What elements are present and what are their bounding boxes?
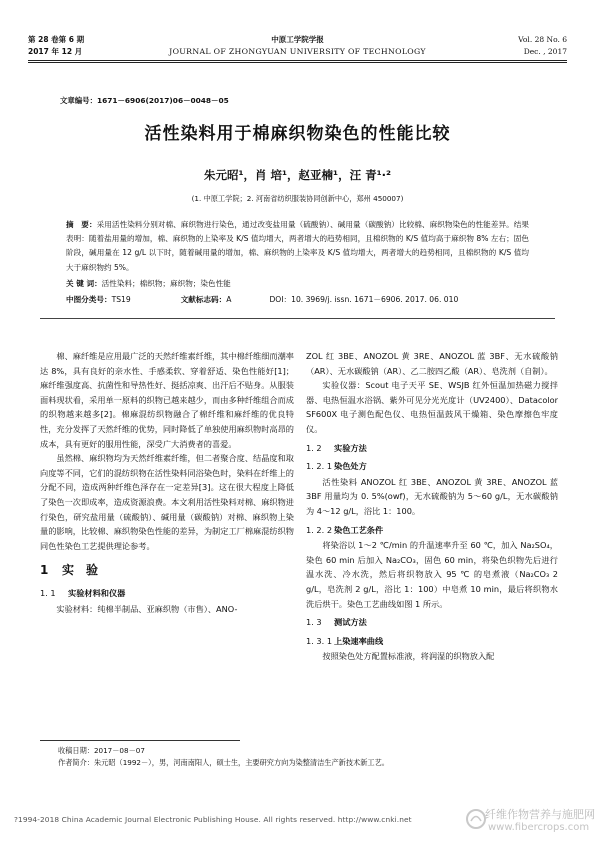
section-1-2-number: 1. 2: [306, 442, 322, 453]
doi: DOI：10. 3969/j. issn. 1671－6906. 2017. 06. 010: [269, 295, 459, 304]
section-1-2-title: 实验方法: [334, 442, 367, 453]
section-1-3-title: 测试方法: [334, 617, 367, 628]
keywords-label: 关 键 词：: [66, 279, 102, 288]
header-rule-top: [28, 60, 567, 61]
process-paragraph: 将染浴以 1～2 ℃/min 的升温速率升至 60 ℃，加入 Na₂SO₄，染色 60 min 后加入 Na₂CO₃，固色 60 min，将染色织物先后进行温水洗、冷水洗，然后将织物放入 95 ℃ 的皂煮液（Na₂CO₃ 2 g/L，皂洗剂 2 g/L，浴比 1：100）中皂煮 10 min，最后将织物水洗后烘干。染色工艺曲线如图 1 所示。: [306, 540, 558, 609]
section-1-3-heading: [306, 615, 558, 630]
abstract-text: 采用活性染料分别对棉、麻织物进行染色，通过改变盐用量（硫酸钠）、碱用量（碳酸钠）比较棉、麻织物染色的性能差异。结果表明：随着盐用量的增加，棉、麻织物的上染率及 K/S 值均增大，两者增大的趋势相同，且棉织物的 K/S 值均高于麻织物 8% 左右；固色阶段，碱用量在 12 g/L 以下时，随着碱用量的增加，棉、麻织物的上染率及 K/S 值均增大，两者增大的趋势相同，且棉织物的 K/S 值均大于麻织物约 5%。: [66, 220, 530, 272]
abstract-label: 摘 要：: [66, 220, 97, 229]
instruments-paragraph: 实验仪器：Scout 电子天平 SE、WSJB 红外恒温加热磁力搅拌器、电热恒温水浴锅、紫外可见分光光度计（UV2400）、Datacolor SF600X 电子测色配色仪、电热恒温鼓风干燥箱、染色摩擦色牢度仪。: [306, 380, 558, 434]
section-1-2-2-title: 染色工艺条件: [334, 524, 384, 535]
section-1-heading: [40, 563, 294, 578]
section-1-1-number: 1. 1: [40, 587, 56, 598]
section-1-3-number: 1. 3: [306, 617, 322, 628]
header-journal-cn: 中原工学院学报: [271, 35, 324, 44]
intro-paragraph-1: 棉、麻纤维是应用最广泛的天然纤维素纤维，其中棉纤维细而潮率达 8%，具有良好的亲水性、手感柔软、穿着舒适、染色性能好[1]；麻纤维强度高、抗菌性和导热性好、挺括凉爽、出汗后不贴身。从服装面料现状看，采用单一原料的织物已越来越少，而由多种纤维组合而成的织物越来越多[2]。棉麻混纺织物融合了棉纤维和麻纤维的优良特性，充分发挥了天然纤维的优势，同时降低了单独使用麻织物时高昂的成本，具有更好的服用性能，深受广大消费者的喜爱。: [40, 351, 294, 449]
recipe-paragraph: 活性染料 ANOZOL 红 3BE、ANOZOL 黄 3RE、ANOZOL 蓝 3BF 用量均为 0. 5%(owf)，无水硫酸钠为 5～60 g/L，无水碳酸钠为 4～12 g/L，浴比 1：100。: [306, 476, 558, 516]
section-1-3-1-heading: [306, 634, 558, 649]
section-1-title: 实 验: [62, 563, 99, 578]
materials-paragraph: 实验材料：纯棉半制品、亚麻织物（市售）、ANO-: [56, 603, 238, 614]
materials-continuation: ZOL 红 3BE、ANOZOL 黄 3RE、ANOZOL 蓝 3BF、无水硫酸钠（AR）、无水碳酸钠（AR）、乙二胺四乙酸（AR）、皂洗剂（自制）。: [306, 351, 558, 376]
keywords-text: 活性染料；棉织物；麻织物；染色性能: [101, 279, 231, 288]
dyeing-rate-paragraph: 按照染色处方配置标准液，将润湿的织物放入配: [322, 651, 495, 662]
article-number: 文章编号：1671－6906(2017)06－0048－05: [60, 96, 229, 105]
article-title: 活性染料用于棉麻织物染色的性能比较: [144, 124, 451, 144]
header-journal-en: JOURNAL OF ZHONGYUAN UNIVERSITY OF TECHNOLOGY: [169, 47, 426, 56]
footnote-author-bio: 作者简介：朱元昭（1992－），男，河南南阳人，硕士生，主要研究方向为染整清洁生产新技术新工艺。: [58, 758, 389, 767]
section-1-2-2-number: 1. 2. 2: [306, 524, 333, 535]
section-1-3-1-title: 上染速率曲线: [334, 635, 384, 646]
footnote-received: 收稿日期：2017－08－07: [58, 746, 145, 755]
intro-paragraph-2: 虽然棉、麻织物均为天然纤维素纤维，但二者聚合度、结晶度和取向度等不同，它们的混纺织物在活性染料同浴染色时，染料在纤维上的分配不同，造成两种纤维色泽存在一定差异[3]。这在很大程度上降低了染色一次即成率，造成资源浪费。本文利用活性染料对棉、麻织物进行染色，研究盐用量（硫酸钠）、碱用量（碳酸钠）对棉、麻织物上染量的影响，比较棉、麻织物染色性能的差异，为制定工厂棉麻混纺织物同色性染色工艺提供理论参考。: [40, 453, 294, 551]
author-affiliation: (1. 中原工学院；2. 河南省纺织服装协同创新中心，郑州 450007): [191, 194, 404, 203]
footnote-rule: [40, 740, 240, 741]
abstract-block: [66, 218, 529, 275]
section-1-2-heading: [306, 441, 558, 456]
watermark-site-name: 纤维作物营养与施肥网: [485, 808, 595, 821]
section-1-2-1-heading: [306, 459, 558, 474]
section-1-2-1-number: 1. 2. 1: [306, 461, 333, 472]
left-column: [40, 349, 294, 616]
header-volume-issue-cn: 第 28 卷第 6 期: [28, 35, 85, 44]
watermark-site-url: www.fibercrops.com: [488, 822, 590, 833]
clc-code: TS19: [111, 295, 131, 304]
section-1-number: 1: [40, 563, 49, 578]
header-rule-bottom: [28, 62, 567, 63]
header-volume-issue-en: Vol. 28 No. 6: [518, 35, 567, 44]
watermark-logo-icon: [465, 808, 487, 830]
clc-label: 中图分类号：: [66, 295, 112, 304]
classification-line: [66, 293, 529, 307]
section-1-2-2-heading: [306, 523, 558, 538]
right-column: [306, 349, 558, 664]
keywords-line: [66, 277, 529, 291]
section-1-1-heading: [40, 586, 294, 601]
header-date-en: Dec. , 2017: [523, 47, 567, 56]
copyright-line: ?1994-2018 China Academic Journal Electronic Publishing House. All rights reserved. http://www.cnki.net: [14, 815, 412, 824]
author-list: 朱元昭¹，肖 培¹，赵亚楠¹，汪 青¹·²: [203, 168, 392, 182]
section-1-2-1-title: 染色处方: [334, 461, 367, 472]
document-code: A: [226, 295, 232, 304]
header-date-cn: 2017 年 12 月: [28, 47, 83, 56]
section-1-3-1-number: 1. 3. 1: [306, 635, 333, 646]
frontmatter-divider: [40, 318, 555, 319]
document-code-label: 文献标志码：: [180, 295, 227, 304]
section-1-1-title: 实验材料和仪器: [68, 587, 126, 598]
